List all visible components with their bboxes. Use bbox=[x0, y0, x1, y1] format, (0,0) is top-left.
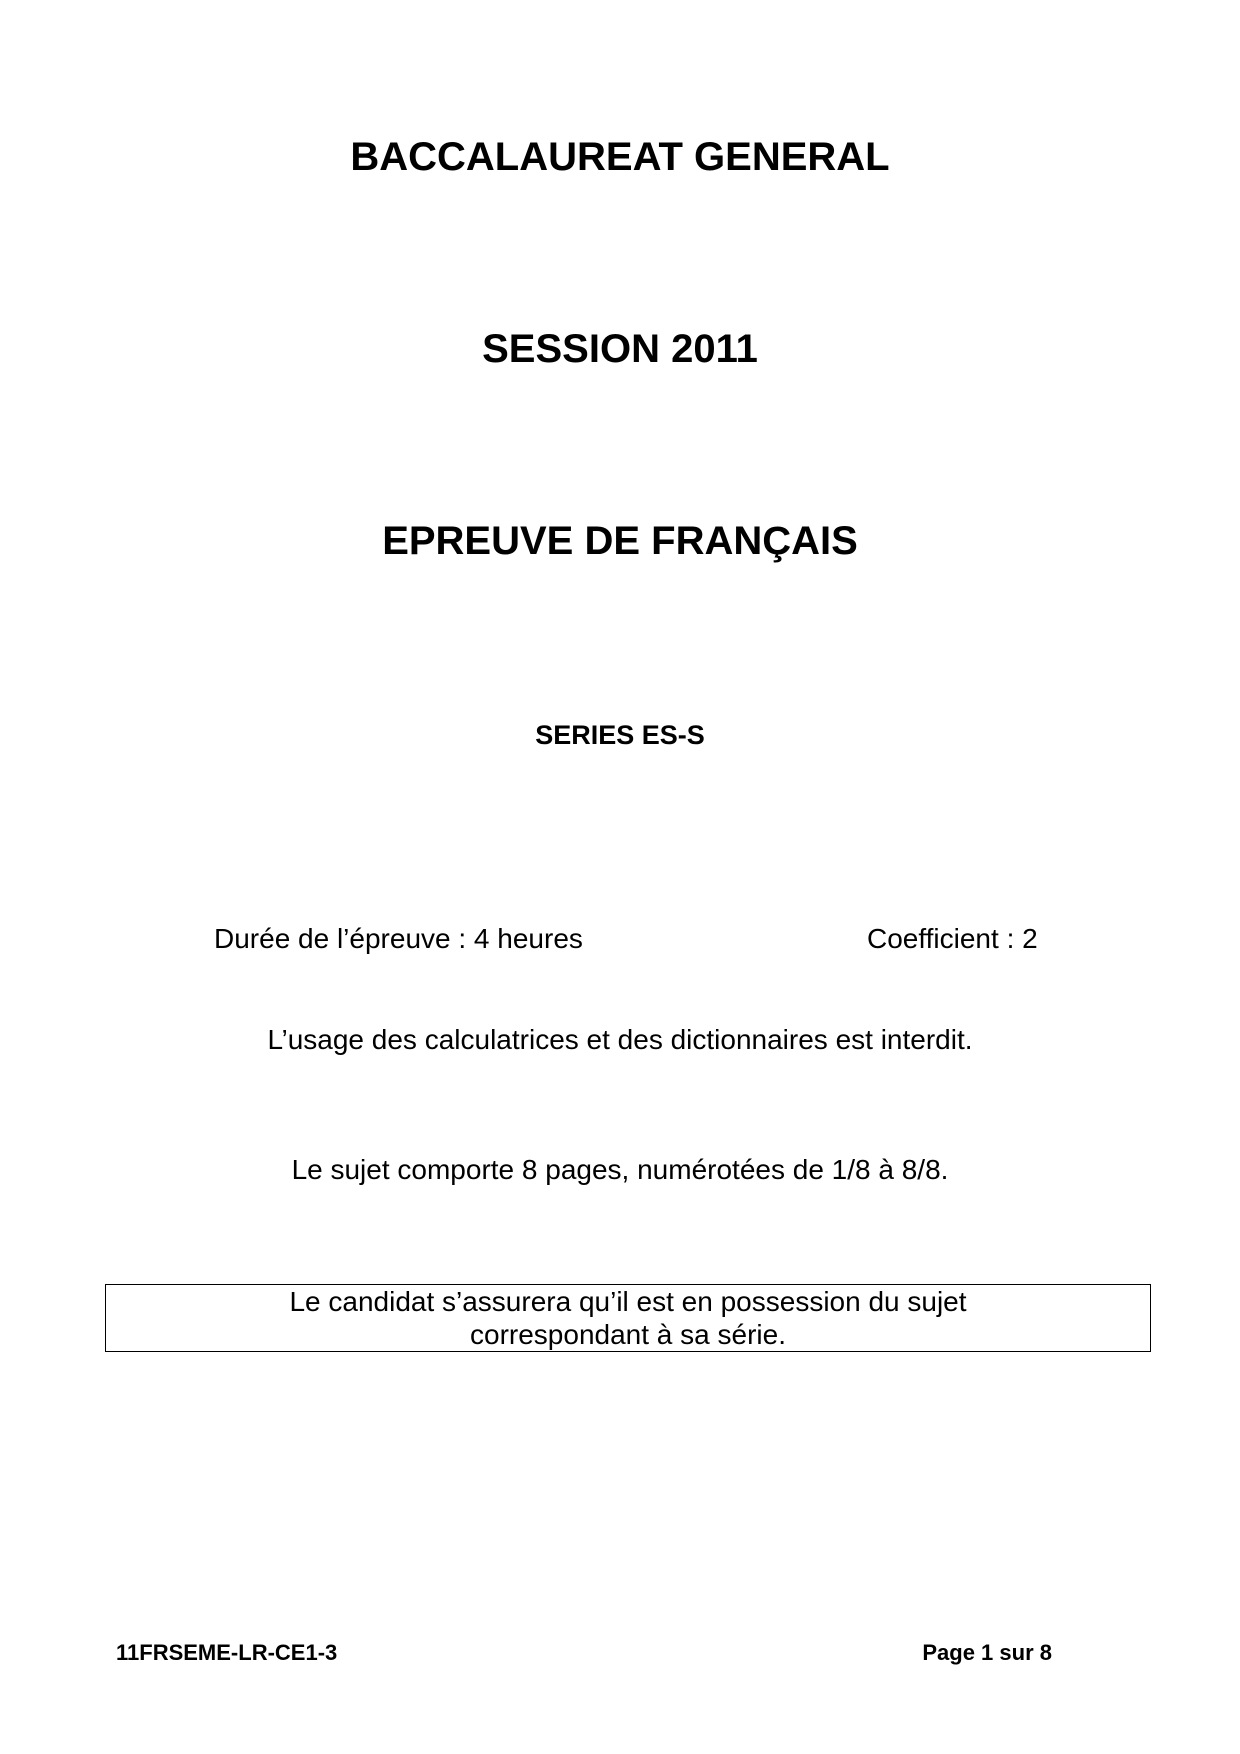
document-code: 11FRSEME-LR-CE1-3 bbox=[116, 1640, 338, 1665]
exam-title: EPREUVE DE FRANÇAIS bbox=[382, 519, 858, 563]
series-label: SERIES ES-S bbox=[535, 720, 705, 750]
usage-rule: L’usage des calculatrices et des dictionnaires est interdit. bbox=[267, 1024, 973, 1055]
notice-line-1: Le candidat s’assurera qu’il est en possession du sujet bbox=[289, 1286, 967, 1317]
exam-duration: Durée de l’épreuve : 4 heures bbox=[214, 923, 583, 954]
page-title: BACCALAUREAT GENERAL bbox=[350, 135, 890, 179]
page-count-note: Le sujet comporte 8 pages, numérotées de 1/8 à 8/8. bbox=[291, 1154, 949, 1185]
exam-coefficient: Coefficient : 2 bbox=[867, 923, 1038, 954]
session-title: SESSION 2011 bbox=[482, 327, 758, 371]
notice-line-2: correspondant à sa série. bbox=[470, 1319, 786, 1350]
page-number: Page 1 sur 8 bbox=[922, 1640, 1052, 1665]
candidate-notice-box bbox=[105, 1284, 1151, 1352]
